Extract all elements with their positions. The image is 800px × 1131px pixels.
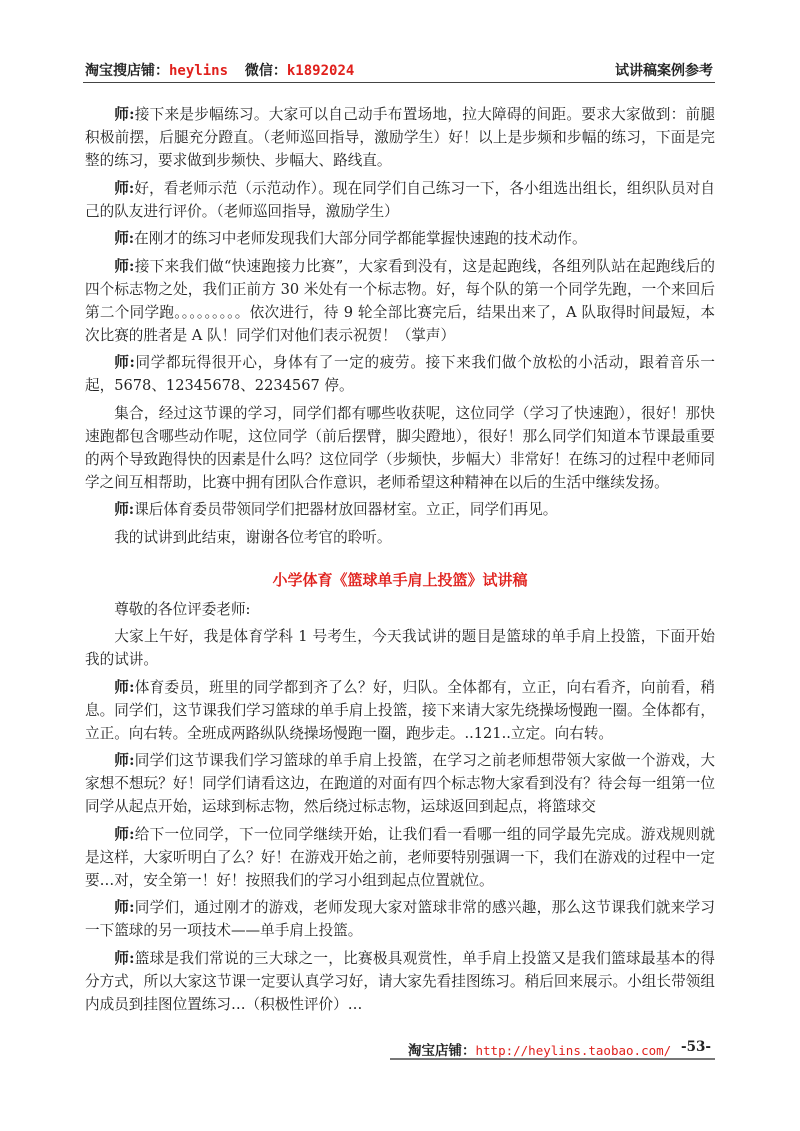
speaker-label: 师: xyxy=(114,752,135,769)
header-wechat-id: k1892024 xyxy=(286,63,355,79)
header-doc-type: 试讲稿案例参考 xyxy=(615,63,713,79)
speaker-label: 师: xyxy=(114,354,135,371)
paragraph xyxy=(85,947,715,1016)
paragraph xyxy=(85,598,715,621)
paragraph xyxy=(85,498,715,521)
paragraph xyxy=(85,103,715,172)
speaker-label: 师: xyxy=(114,678,135,696)
speaker-label: 师: xyxy=(114,230,135,247)
paragraph-text: 接下来我们做“快速跑接力比赛”，大家看到没有，这是起跑线，各组列队站在起跑线后的四个标志物之处，我们正前方 30 米处有一个标志物。好，每个队的第一个同学先跑，一个来回后第二个同学跑。。。。。。。。。依次进行，待 9 轮全部比赛完后，结果出来了，A 队取得时间最短，本次比赛的胜者是 A 队！同学们对他们表示祝贺！（掌声） xyxy=(85,257,715,344)
footer-shop-link[interactable]: http://heylins.taobao.com/ xyxy=(475,1043,672,1058)
paragraph-text: 尊敬的各位评委老师: xyxy=(114,600,251,618)
paragraph xyxy=(85,676,715,745)
document-body xyxy=(85,103,715,1020)
paragraph-text: 给下一位同学，下一位同学继续开始，让我们看一看哪一组的同学最先完成。游戏规则就是这样，大家听明白了么？好！在游戏开始之前，老师要特别强调一下，我们在游戏的过程中一定要…对，安全第一！好！按照我们的学习小组到起点位置就位。 xyxy=(85,825,715,889)
speaker-label: 师: xyxy=(114,179,135,197)
paragraph xyxy=(85,227,715,250)
speaker-label: 师: xyxy=(114,501,135,518)
header-shop-name: heylins xyxy=(169,63,229,79)
paragraph xyxy=(85,351,715,397)
paragraph-text: 好，看老师示范（示范动作）。现在同学们自己练习一下，各小组选出组长，组织队员对自己的队友进行评价。（老师巡回指导，激励学生） xyxy=(85,179,715,220)
speaker-label: 师: xyxy=(114,257,135,275)
page-footer xyxy=(390,1038,715,1060)
speaker-label: 师: xyxy=(114,106,135,123)
paragraph xyxy=(85,402,715,494)
page-header xyxy=(83,58,715,83)
footer-shop-label: 淘宝店铺： xyxy=(408,1043,476,1059)
paragraph xyxy=(85,255,715,347)
section-basketball-lesson xyxy=(85,598,715,1016)
paragraph-text: 大家上午好，我是体育学科 1 号考生，今天我试讲的题目是篮球的单手肩上投篮，下面开始我的试讲。 xyxy=(85,628,715,668)
lesson-title: 小学体育《篮球单手肩上投篮》试讲稿 xyxy=(272,570,528,589)
speaker-label: 师: xyxy=(114,899,135,916)
paragraph xyxy=(85,625,715,671)
paragraph xyxy=(85,749,715,818)
paragraph-text: 在刚才的练习中老师发现我们大部分同学都能掌握快速跑的技术动作。 xyxy=(134,230,587,247)
paragraph-text: 接下来是步幅练习。大家可以自己动手布置场地，拉大障碍的间距。要求大家做到：前腿积极前摆，后腿充分蹬直。（老师巡回指导，激励学生）好！以上是步频和步幅的练习，下面是完整的练习，要求做到步频快、步幅大、路线直。 xyxy=(85,106,715,169)
paragraph-text: 篮球是我们常说的三大球之一，比赛极具观赏性，单手肩上投篮又是我们篮球最基本的得分方式，所以大家这节课一定要认真学习好，请大家先看挂图练习。稍后回来展示。小组长带领组内成员到挂图位置练习…（积极性评价）… xyxy=(85,949,715,1013)
paragraph-text: 体育委员，班里的同学都到齐了么？好，归队。全体都有，立正，向右看齐，向前看，稍息。同学们，这节课我们学习篮球的单手肩上投篮，接下来请大家先绕操场慢跑一圈。全体都有，立正。向右转。全班成两路纵队绕操场慢跑一圈，跑步走。..121..立定。向右转。 xyxy=(85,678,715,742)
header-shop-label: 淘宝搜店铺： xyxy=(85,63,169,79)
paragraph xyxy=(85,526,715,549)
speaker-label: 师: xyxy=(114,949,135,967)
paragraph xyxy=(85,177,715,223)
paragraph-text: 课后体育委员带领同学们把器材放回器材室。立正，同学们再见。 xyxy=(134,501,558,518)
paragraph-text: 同学都玩得很开心，身体有了一定的疲劳。接下来我们做个放松的小活动，跟着音乐一起，5678、12345678、2234567 停。 xyxy=(85,354,715,394)
paragraph-text: 同学们，通过刚才的游戏，老师发现大家对篮球非常的感兴趣，那么这节课我们就来学习一下篮球的另一项技术——单手肩上投篮。 xyxy=(85,899,715,939)
paragraph-text: 集合，经过这节课的学习，同学们都有哪些收获呢，这位同学（学习了快速跑），很好！那快速跑都包含哪些动作呢，这位同学（前后摆臂，脚尖蹬地），很好！那么同学们知道本节课最重要的两个导致跑得快的因素是什么吗？这位同学（步频快，步幅大）非常好！在练习的过程中老师同学之间互相帮助，比赛中拥有团队合作意识，老师希望这种精神在以后的生活中继续发扬。 xyxy=(85,404,715,491)
header-wechat-label: 微信： xyxy=(244,63,287,79)
page-number: -53- xyxy=(681,1039,711,1055)
speaker-label: 师: xyxy=(114,825,135,843)
section-sprint-lesson xyxy=(85,103,715,549)
header-shop-info xyxy=(85,60,354,80)
paragraph xyxy=(85,823,715,892)
paragraph-text: 我的试讲到此结束，谢谢各位考官的聆听。 xyxy=(114,528,392,546)
paragraph-text: 同学们这节课我们学习篮球的单手肩上投篮，在学习之前老师想带领大家做一个游戏，大家想不想玩？好！同学们请看这边，在跑道的对面有四个标志物大家看到没有？待会每一组第一位同学从起点开始，运球到标志物，然后绕过标志物，运球返回到起点，将篮球交 xyxy=(85,752,715,815)
footer-shop xyxy=(408,1039,671,1059)
paragraph xyxy=(85,896,715,942)
